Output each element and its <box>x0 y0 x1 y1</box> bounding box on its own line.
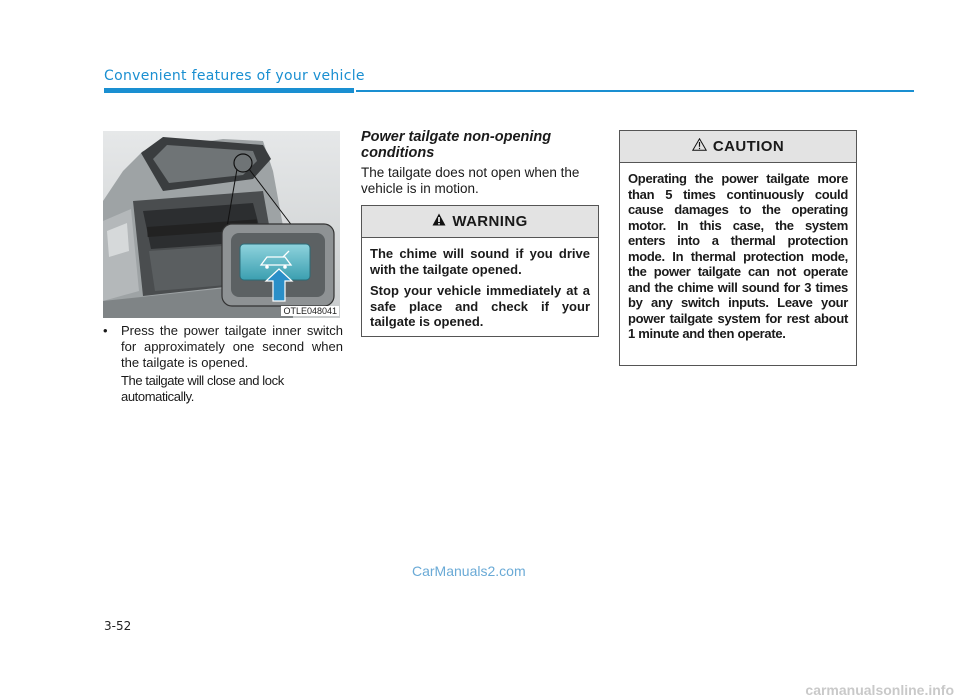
sub-paragraph: The tailgate will close and lock automatically. <box>121 373 284 404</box>
warning-paragraph: The chime will sound if you drive with the tailgate opened. <box>370 246 590 277</box>
warning-body <box>362 238 598 344</box>
site-watermark-link[interactable]: CarManuals2.com <box>412 563 526 579</box>
instruction-bullet <box>103 323 343 371</box>
bullet-text: Press the power tailgate inner switch for approximately one second when the tailgate is opened. <box>121 323 343 370</box>
tailgate-illustration-svg <box>103 131 340 318</box>
section-body: The tailgate does not open when the vehicle is in motion. <box>361 165 580 196</box>
warning-box <box>361 205 599 337</box>
caution-box <box>619 130 857 366</box>
caution-header <box>620 131 856 163</box>
section-heading: Power tailgate non-opening conditions <box>361 129 552 161</box>
header-title: Convenient features of your vehicle <box>104 68 365 84</box>
warning-header <box>362 206 598 238</box>
caution-triangle-icon <box>692 138 707 155</box>
bullet-marker: • <box>103 323 108 338</box>
warning-triangle-icon <box>432 213 446 230</box>
caution-title: CAUTION <box>712 138 785 155</box>
header-rule-thick <box>104 88 354 93</box>
header-rule-thin <box>356 90 914 92</box>
warning-title: WARNING <box>452 213 528 230</box>
caution-body <box>620 163 856 356</box>
caution-paragraph: Operating the power tailgate more than 5 times continuously could cause damages to the operating motor. In this case, the system enters into a thermal protection mode. In thermal protection mode, the power tailgate can not operate and the chime will sound for 3 times by any switch inputs. Leave your power tailgate system for rest about 1 minute and then operate. <box>628 171 848 341</box>
tailgate-illustration <box>103 131 340 318</box>
warning-paragraph: Stop your vehicle immediately at a safe place and check if your tailgate is opened. <box>370 283 590 329</box>
figure-caption: OTLE048041 <box>283 306 337 316</box>
footer-watermark: carmanualsonline.info <box>805 682 954 698</box>
page-number: 3-52 <box>104 619 132 633</box>
